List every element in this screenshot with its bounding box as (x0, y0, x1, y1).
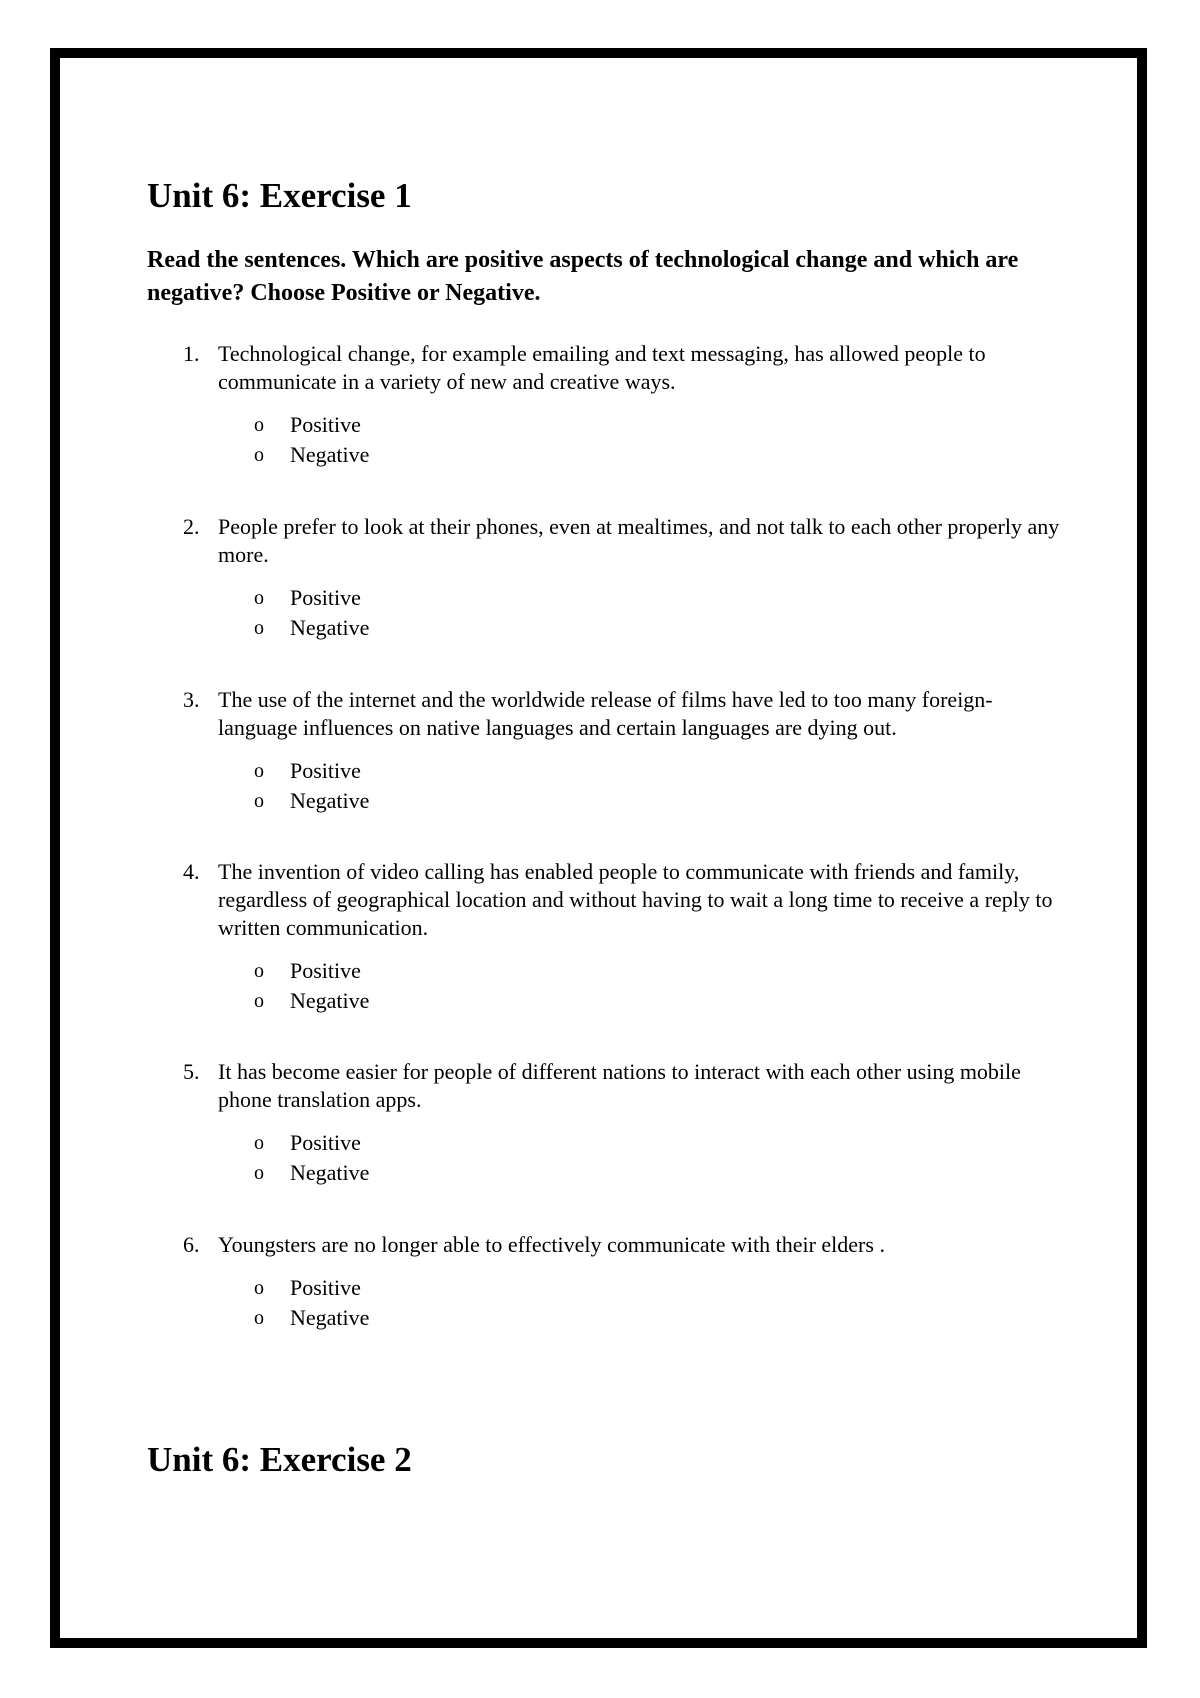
option-label: Negative (290, 1305, 370, 1330)
option-label: Negative (290, 988, 370, 1013)
question-3 (183, 686, 1063, 816)
question-2 (183, 513, 1063, 643)
option-label: Negative (290, 615, 370, 640)
radio-bullet-icon: o (254, 1162, 264, 1184)
question-number: 6. (183, 1232, 200, 1257)
question-text: The use of the internet and the worldwide release of films have led to too many foreign-language influences on native languages and certain languages are dying out. (218, 687, 993, 740)
option-label: Positive (290, 585, 361, 610)
radio-bullet-icon: o (254, 617, 264, 639)
instructions: Read the sentences. Which are positive aspects of technological change and which are negative? Choose Positive or Negative. (147, 247, 1019, 306)
option-negative[interactable] (183, 1303, 1063, 1333)
option-positive[interactable] (183, 956, 1063, 986)
radio-bullet-icon: o (254, 1307, 264, 1329)
option-label: Negative (290, 788, 370, 813)
question-number: 3. (183, 687, 200, 712)
option-label: Negative (290, 442, 370, 467)
exercise-1-title: Unit 6: Exercise 1 (147, 176, 412, 215)
option-negative[interactable] (183, 1158, 1063, 1188)
answer-options (183, 1273, 1063, 1333)
answer-options (183, 956, 1063, 1016)
question-text: It has become easier for people of different nations to interact with each other using mobile phone translation apps. (218, 1059, 1021, 1112)
option-positive[interactable] (183, 1273, 1063, 1303)
question-1 (183, 340, 1063, 470)
option-label: Positive (290, 958, 361, 983)
question-text: Technological change, for example emailing and text messaging, has allowed people to communicate in a variety of new and creative ways. (218, 341, 986, 394)
answer-options (183, 1128, 1063, 1188)
question-number: 4. (183, 859, 200, 884)
option-negative[interactable] (183, 613, 1063, 643)
option-label: Positive (290, 758, 361, 783)
option-positive[interactable] (183, 756, 1063, 786)
option-negative[interactable] (183, 786, 1063, 816)
exercise-2-title: Unit 6: Exercise 2 (147, 1440, 412, 1479)
question-5 (183, 1058, 1063, 1188)
radio-bullet-icon: o (254, 960, 264, 982)
radio-bullet-icon: o (254, 444, 264, 466)
question-number: 2. (183, 514, 200, 539)
question-6 (183, 1231, 1063, 1333)
question-text: The invention of video calling has enabled people to communicate with friends and family, regardless of geographical location and without having to wait a long time to receive a reply to written communication. (218, 859, 1053, 940)
option-label: Positive (290, 1275, 361, 1300)
answer-options (183, 583, 1063, 643)
radio-bullet-icon: o (254, 760, 264, 782)
radio-bullet-icon: o (254, 414, 264, 436)
option-negative[interactable] (183, 440, 1063, 470)
question-text: Youngsters are no longer able to effectively communicate with their elders . (218, 1232, 885, 1257)
option-label: Positive (290, 412, 361, 437)
option-label: Positive (290, 1130, 361, 1155)
option-label: Negative (290, 1160, 370, 1185)
option-positive[interactable] (183, 1128, 1063, 1158)
question-number: 5. (183, 1059, 200, 1084)
question-text: People prefer to look at their phones, even at mealtimes, and not talk to each other properly any more. (218, 514, 1060, 567)
answer-options (183, 410, 1063, 470)
answer-options (183, 756, 1063, 816)
radio-bullet-icon: o (254, 587, 264, 609)
option-negative[interactable] (183, 986, 1063, 1016)
option-positive[interactable] (183, 410, 1063, 440)
question-number: 1. (183, 341, 200, 366)
radio-bullet-icon: o (254, 1277, 264, 1299)
radio-bullet-icon: o (254, 790, 264, 812)
radio-bullet-icon: o (254, 990, 264, 1012)
option-positive[interactable] (183, 583, 1063, 613)
radio-bullet-icon: o (254, 1132, 264, 1154)
question-4 (183, 858, 1063, 1016)
